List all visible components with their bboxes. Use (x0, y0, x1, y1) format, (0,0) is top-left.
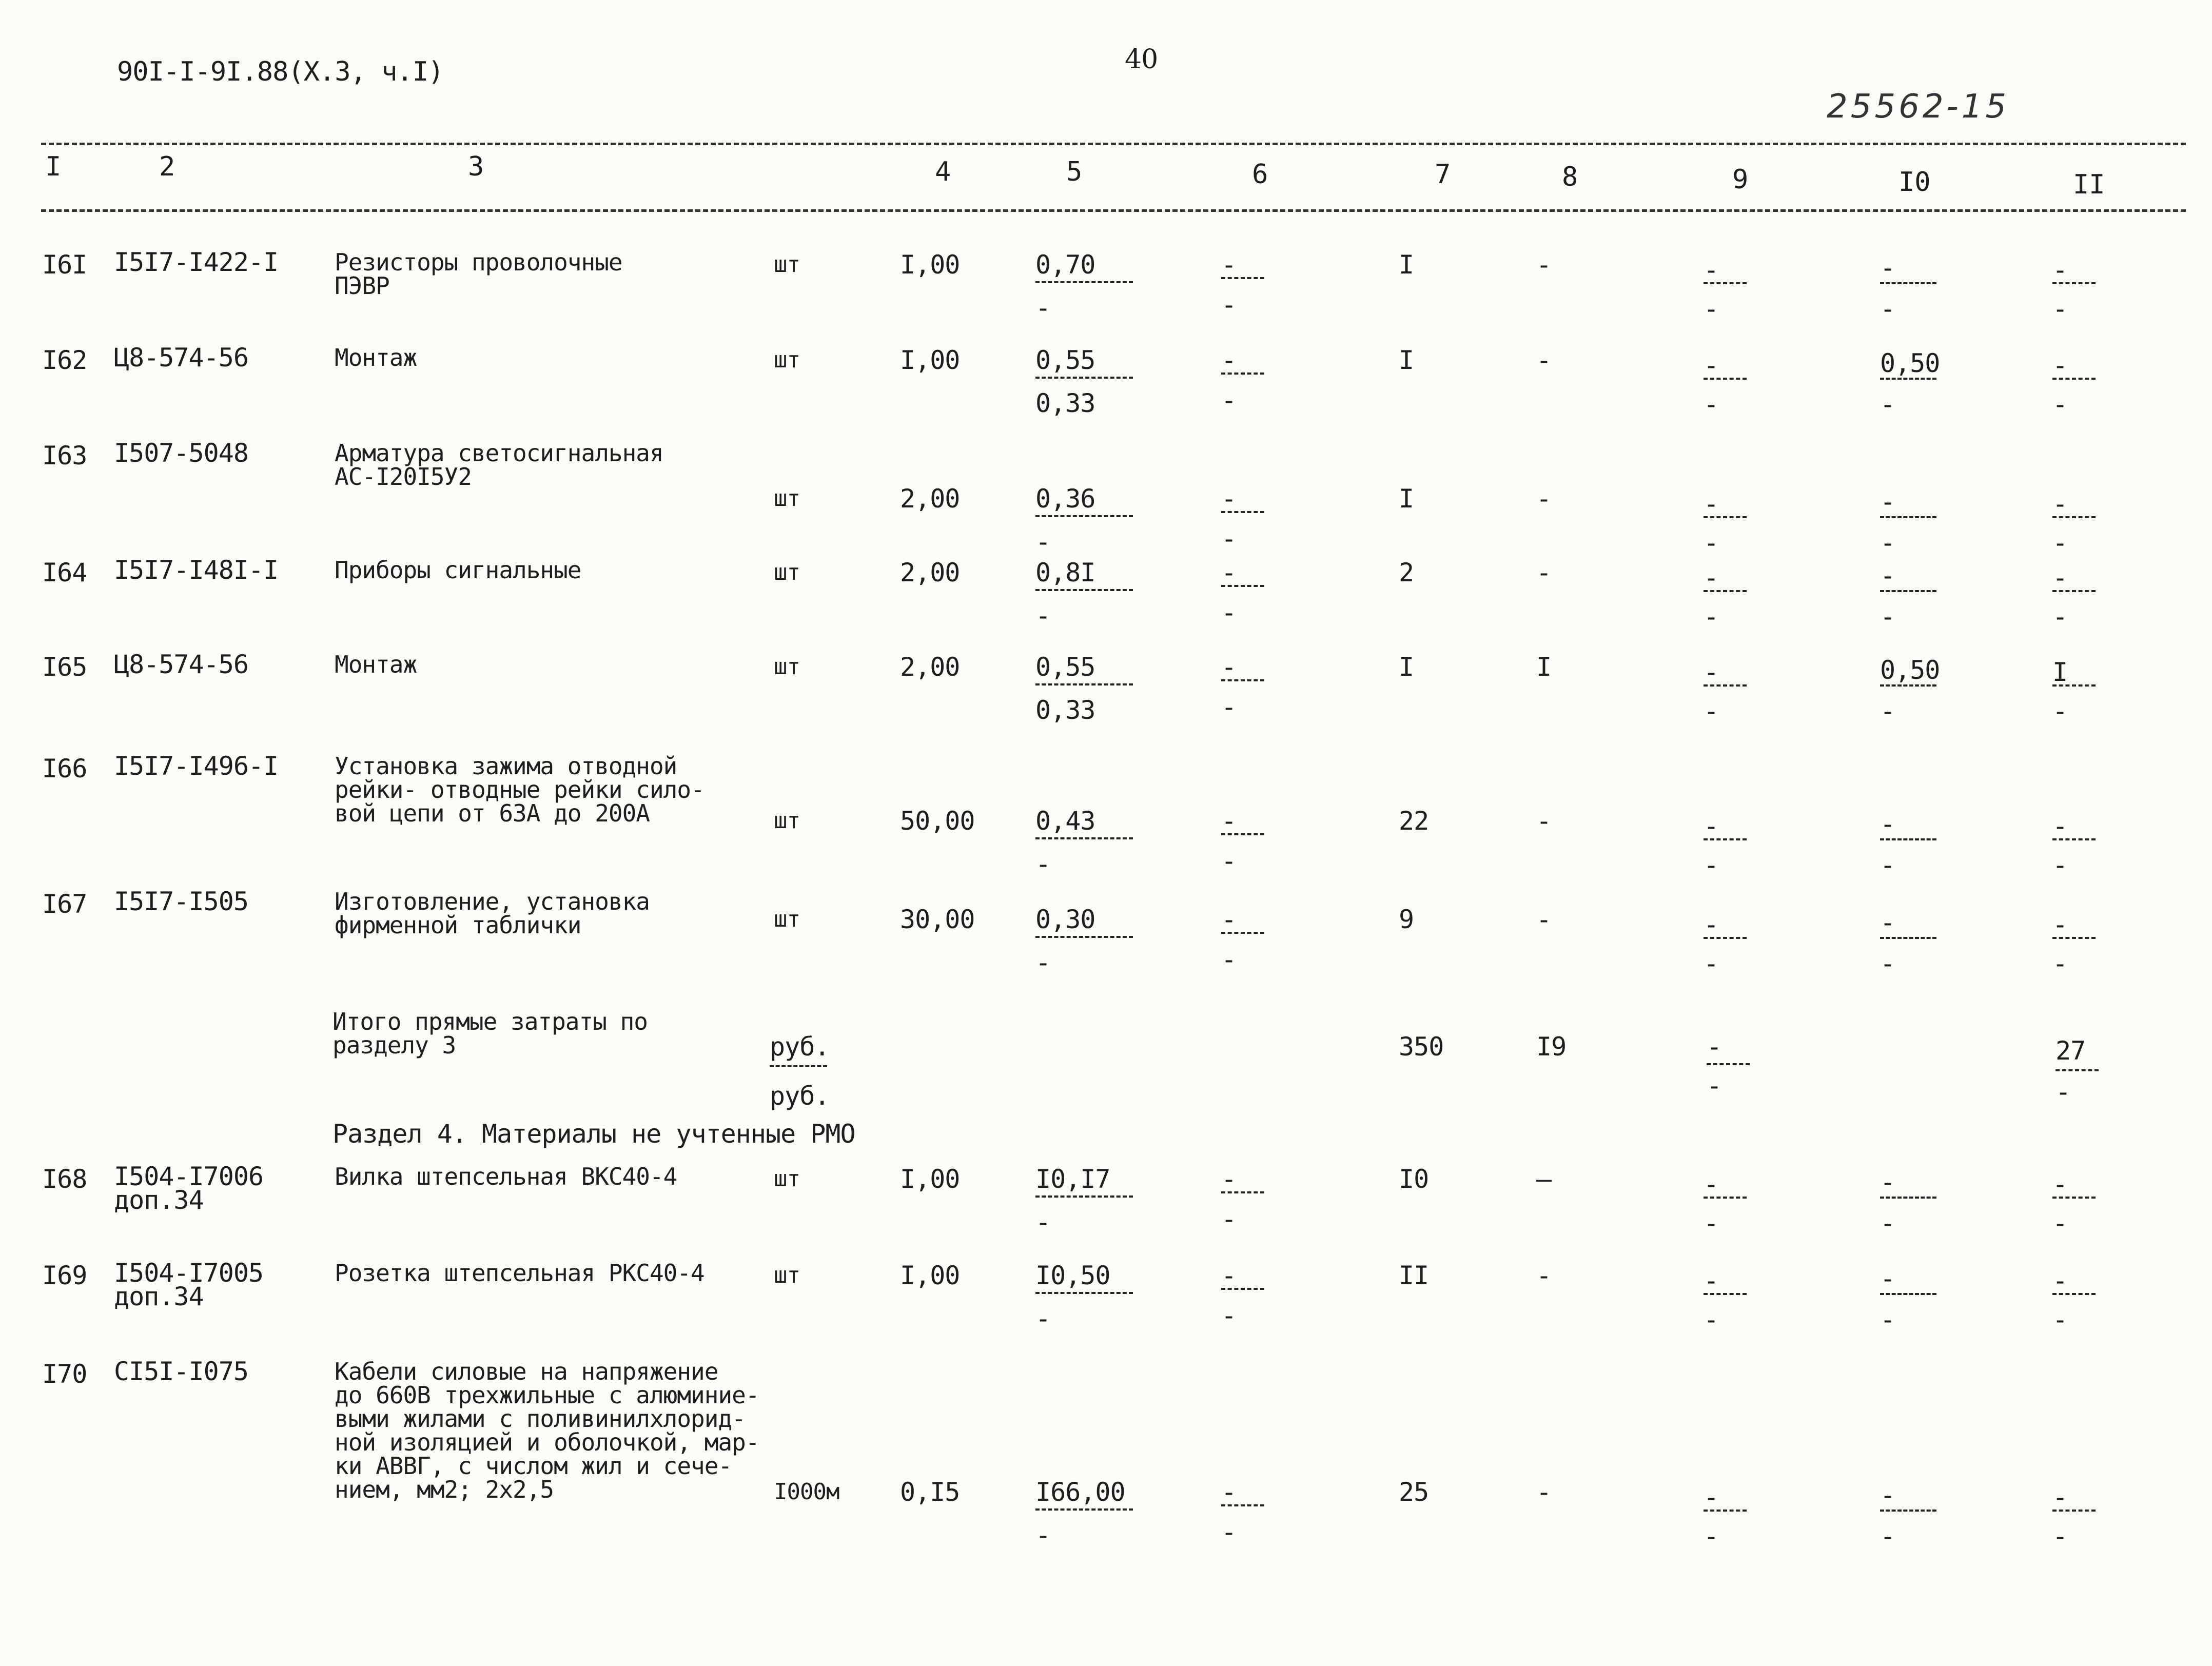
quantity: 2,00 (900, 558, 960, 587)
c10-numerator: - (1880, 1480, 1895, 1510)
c9-denominator: - (1704, 696, 1719, 726)
item-description: Вилка штепсельная ВКС40-4 (335, 1163, 677, 1190)
header-rule-top (41, 143, 2186, 145)
unit: шт (774, 485, 800, 512)
fraction-line (1035, 281, 1133, 283)
c9-numerator: - (1704, 811, 1719, 841)
c9-numerator: - (1704, 1169, 1719, 1199)
fraction-line (2052, 1197, 2096, 1199)
c9-numerator: - (1704, 255, 1719, 285)
c10-numerator: - (1880, 908, 1895, 937)
quantity: 30,00 (900, 905, 975, 934)
fraction-line (1880, 282, 1936, 284)
total-col9-den: - (1707, 1071, 1722, 1101)
col7-value: I0 (1399, 1164, 1429, 1194)
c5-numerator: 0,43 (1035, 806, 1095, 836)
quantity: 0,I5 (900, 1477, 960, 1507)
c11-numerator: - (2052, 255, 2068, 285)
col8-value: - (1536, 1261, 1552, 1290)
unit: шт (774, 251, 800, 278)
fraction-line (1221, 1191, 1264, 1193)
c10-denominator: - (1880, 294, 1895, 324)
c5-denominator: - (1035, 601, 1051, 631)
quantity: 50,00 (900, 806, 975, 836)
c11-denominator: - (2052, 949, 2068, 978)
c6-denominator: - (1221, 290, 1237, 320)
col8-value: - (1536, 806, 1552, 836)
c11-denominator: - (2052, 389, 2068, 419)
c6-denominator: - (1221, 692, 1237, 722)
c10-numerator: - (1880, 561, 1895, 591)
c6-denominator: - (1221, 1204, 1237, 1234)
fraction-line (1221, 833, 1264, 835)
col-header-8: 8 (1562, 162, 1578, 192)
c5-numerator: 0,55 (1035, 652, 1095, 682)
col-header-4: 4 (935, 156, 951, 187)
c11-numerator: - (2052, 1482, 2068, 1512)
unit: шт (774, 808, 800, 834)
c11-denominator: - (2052, 1521, 2068, 1551)
unit: шт (774, 906, 800, 932)
total-label: Итого прямые затраты по разделу 3 (332, 1008, 648, 1059)
row-number: I6I (42, 250, 87, 280)
c9-denominator: - (1704, 1208, 1719, 1238)
c6-numerator: - (1221, 250, 1237, 280)
c5-denominator: - (1035, 1520, 1051, 1550)
fraction-line (1704, 838, 1747, 840)
c11-numerator: - (2052, 489, 2068, 519)
unit: шт (774, 1166, 800, 1192)
row-number: I65 (42, 652, 87, 682)
c10-numerator: - (1880, 253, 1895, 283)
c5-denominator: - (1035, 948, 1051, 977)
c5-numerator: 0,70 (1035, 250, 1095, 280)
c9-denominator: - (1704, 528, 1719, 558)
c9-denominator: - (1704, 602, 1719, 632)
c6-numerator: - (1221, 652, 1237, 682)
col8-value: – (1536, 1164, 1552, 1194)
fraction-line (1221, 679, 1264, 681)
c9-numerator: - (1704, 563, 1719, 593)
total-col11-den: - (2056, 1077, 2071, 1107)
c10-numerator: - (1880, 1167, 1895, 1197)
c6-numerator: - (1221, 345, 1237, 375)
c6-numerator: - (1221, 905, 1237, 934)
c11-numerator: - (2052, 563, 2068, 593)
catalog-code: I5I7-I496-I (114, 751, 279, 781)
catalog-code: Ц8-574-56 (114, 650, 248, 679)
item-description: Розетка штепсельная РКС40-4 (335, 1259, 704, 1287)
c5-denominator: 0,33 (1035, 695, 1095, 725)
c6-denominator: - (1221, 385, 1237, 415)
c6-denominator: - (1221, 598, 1237, 628)
fraction-line (1704, 684, 1747, 687)
col8-value: - (1536, 1477, 1552, 1507)
col-header-1: I (45, 151, 62, 182)
fraction-line (1035, 1292, 1133, 1294)
c10-denominator: - (1880, 528, 1895, 558)
item-description: Приборы сигнальные (335, 556, 581, 584)
fraction-line (2052, 684, 2096, 687)
total-col8: I9 (1536, 1032, 1567, 1062)
c6-denominator: - (1221, 1301, 1237, 1330)
fraction-line (1880, 1197, 1936, 1199)
c5-denominator: 0,33 (1035, 388, 1095, 418)
row-number: I66 (42, 754, 87, 783)
section-title: Раздел 4. Материалы не учтенные РМО (332, 1119, 855, 1149)
fraction-line (2052, 516, 2096, 518)
col-header-3: 3 (468, 151, 484, 182)
c5-numerator: 0,8I (1035, 558, 1095, 587)
archive-stamp: 25562-15 (1827, 88, 2010, 126)
fraction-line (1704, 1197, 1747, 1199)
fraction-line (1035, 1195, 1133, 1198)
c11-denominator: - (2052, 1208, 2068, 1238)
catalog-code: Ц8-574-56 (114, 343, 248, 373)
c5-numerator: 0,55 (1035, 345, 1095, 375)
catalog-code: I504-I7006 доп.34 (114, 1162, 264, 1215)
fraction-line (1035, 377, 1133, 379)
col8-value: - (1536, 250, 1552, 280)
col-header-6: 6 (1252, 159, 1268, 190)
c9-numerator: - (1704, 1266, 1719, 1296)
c11-denominator: - (2052, 696, 2068, 726)
c10-numerator: 0,50 (1880, 655, 1940, 685)
c9-denominator: - (1704, 850, 1719, 880)
c9-denominator: - (1704, 389, 1719, 419)
c5-denominator: - (1035, 527, 1051, 557)
quantity: 2,00 (900, 484, 960, 514)
c10-denominator: - (1880, 602, 1895, 632)
total-col11-num: 27 (2056, 1036, 2086, 1066)
c5-denominator: - (1035, 1304, 1051, 1334)
c10-denominator: - (1880, 850, 1895, 880)
row-number: I64 (42, 558, 87, 587)
fraction-line (1704, 590, 1747, 592)
c9-numerator: - (1704, 489, 1719, 519)
item-description: Резисторы проволочные ПЭВР (335, 248, 622, 300)
c5-numerator: I0,50 (1035, 1261, 1110, 1290)
quantity: I,00 (900, 1261, 960, 1290)
quantity: I,00 (900, 250, 960, 280)
c9-denominator: - (1704, 294, 1719, 324)
fraction-line (2052, 1293, 2096, 1295)
fraction-line (1880, 684, 1936, 687)
catalog-code: I504-I7005 доп.34 (114, 1258, 264, 1311)
total-col7: 350 (1399, 1032, 1444, 1062)
c5-numerator: 0,36 (1035, 484, 1095, 514)
col7-value: II (1399, 1261, 1429, 1290)
c6-numerator: - (1221, 1164, 1237, 1194)
col7-value: 25 (1399, 1477, 1429, 1507)
total-unit-num: руб. (770, 1032, 830, 1062)
fraction-line (1035, 683, 1133, 685)
c5-denominator: - (1035, 849, 1051, 879)
c11-denominator: - (2052, 602, 2068, 632)
fraction-line (2052, 378, 2096, 380)
c9-numerator: - (1704, 1482, 1719, 1512)
header-rule-bottom (41, 209, 2186, 212)
row-number: I69 (42, 1261, 87, 1290)
c9-numerator: - (1704, 657, 1719, 687)
row-number: I63 (42, 441, 87, 471)
col7-value: 9 (1399, 905, 1414, 934)
fraction-line (1880, 838, 1936, 840)
total-col9-num: - (1707, 1032, 1722, 1062)
col8-value: - (1536, 345, 1552, 375)
c10-denominator: - (1880, 949, 1895, 978)
fraction-line (2052, 838, 2096, 840)
document-code: 90I-I-9I.88(X.3, ч.I) (117, 56, 444, 87)
item-description: Кабели силовые на напряжение до 660В трехжильные с алюминие- выми жилами с поливинилхлорид- ной изоляцией и оболочкой, мар- ки АВВГ, с числом жил и сече- нием, мм2; 2х2,5 (335, 1358, 759, 1503)
col8-value: - (1536, 484, 1552, 514)
col8-value: - (1536, 905, 1552, 934)
catalog-code: I5I7-I505 (114, 887, 248, 916)
item-description: Монтаж (335, 344, 417, 371)
col-header-11: II (2073, 169, 2105, 200)
col7-value: I (1399, 250, 1414, 280)
c11-numerator: - (2052, 1169, 2068, 1199)
c6-denominator: - (1221, 524, 1237, 554)
c10-denominator: - (1880, 696, 1895, 726)
fraction-line (1880, 590, 1936, 592)
col8-value: I (1536, 652, 1552, 682)
unit: шт (774, 1262, 800, 1288)
catalog-code: I5I7-I48I-I (114, 555, 279, 585)
c11-denominator: - (2052, 1305, 2068, 1335)
fraction-line (1880, 516, 1936, 518)
fraction-line (1704, 1510, 1747, 1512)
fraction-line (1221, 932, 1264, 934)
c6-numerator: - (1221, 558, 1237, 587)
col8-value: - (1536, 558, 1552, 587)
c5-numerator: 0,30 (1035, 905, 1095, 934)
fraction-line (1035, 936, 1133, 938)
c11-numerator: I (2052, 657, 2068, 687)
fraction-line (1704, 516, 1747, 518)
c6-numerator: - (1221, 1477, 1237, 1507)
c9-numerator: - (1704, 350, 1719, 380)
c6-denominator: - (1221, 846, 1237, 876)
c11-denominator: - (2052, 528, 2068, 558)
c6-denominator: - (1221, 945, 1237, 974)
c9-denominator: - (1704, 949, 1719, 978)
fraction-line (1880, 378, 1936, 380)
c10-numerator: 0,50 (1880, 348, 1940, 378)
c6-numerator: - (1221, 806, 1237, 836)
row-number: I70 (42, 1359, 87, 1389)
catalog-code: СI5I-I075 (114, 1357, 248, 1386)
c11-numerator: - (2052, 350, 2068, 380)
c10-denominator: - (1880, 389, 1895, 419)
fraction-line (1880, 1510, 1936, 1512)
col7-value: I (1399, 345, 1414, 375)
unit: шт (774, 559, 800, 585)
c9-numerator: - (1704, 910, 1719, 939)
col-header-5: 5 (1066, 156, 1083, 187)
c11-denominator: - (2052, 850, 2068, 880)
c9-denominator: - (1704, 1521, 1719, 1551)
item-description: Установка зажима отводной рейки- отводные рейки сило- вой цепи от 63А до 200А (335, 752, 704, 827)
total-unit-den: руб. (770, 1081, 830, 1111)
col-header-9: 9 (1732, 164, 1749, 195)
fraction-line (2052, 937, 2096, 939)
item-description: Изготовление, установка фирменной таблички (335, 888, 650, 939)
c10-denominator: - (1880, 1521, 1895, 1551)
item-description: Монтаж (335, 651, 417, 678)
fraction-line (2052, 590, 2096, 592)
c10-denominator: - (1880, 1208, 1895, 1238)
fraction-line (1704, 378, 1747, 380)
col7-value: I (1399, 652, 1414, 682)
quantity: I,00 (900, 345, 960, 375)
fraction-line (1221, 1288, 1264, 1290)
row-number: I67 (42, 889, 87, 919)
c10-numerator: - (1880, 1264, 1895, 1293)
c5-denominator: - (1035, 293, 1051, 323)
c11-numerator: - (2052, 811, 2068, 841)
col-header-10: I0 (1898, 167, 1931, 198)
col7-value: 2 (1399, 558, 1414, 587)
catalog-code: I507-5048 (114, 438, 248, 468)
fraction-line (1880, 1293, 1936, 1295)
unit: шт (774, 347, 800, 373)
c10-numerator: - (1880, 809, 1895, 839)
row-number: I62 (42, 345, 87, 375)
c5-denominator: - (1035, 1207, 1051, 1237)
row-number: I68 (42, 1164, 87, 1194)
fraction-line (1035, 837, 1133, 839)
fraction-line (1704, 282, 1747, 284)
col7-value: 22 (1399, 806, 1429, 836)
unit: I000м (774, 1479, 839, 1505)
fraction-line (2052, 1510, 2096, 1512)
fraction-line (1707, 1063, 1750, 1065)
fraction-line (1221, 373, 1264, 375)
catalog-code: I5I7-I422-I (114, 247, 279, 277)
page-number: 40 (1125, 44, 1158, 75)
fraction-line (770, 1065, 827, 1067)
fraction-line (1880, 937, 1936, 939)
c9-denominator: - (1704, 1305, 1719, 1335)
fraction-line (1704, 1293, 1747, 1295)
fraction-line (1035, 589, 1133, 591)
col-header-7: 7 (1435, 159, 1451, 190)
c6-numerator: - (1221, 1261, 1237, 1290)
c10-numerator: - (1880, 487, 1895, 517)
quantity: I,00 (900, 1164, 960, 1194)
fraction-line (1035, 1508, 1133, 1511)
col7-value: I (1399, 484, 1414, 514)
fraction-line (1221, 1504, 1264, 1506)
fraction-line (1221, 585, 1264, 587)
item-description: Арматура светосигнальная АС-I20I5У2 (335, 439, 663, 491)
fraction-line (1221, 511, 1264, 513)
col-header-2: 2 (159, 151, 175, 182)
c11-numerator: - (2052, 910, 2068, 939)
c10-denominator: - (1880, 1305, 1895, 1335)
quantity: 2,00 (900, 652, 960, 682)
c6-denominator: - (1221, 1517, 1237, 1547)
fraction-line (1035, 515, 1133, 517)
fraction-line (1221, 277, 1264, 279)
c5-numerator: I0,I7 (1035, 1164, 1110, 1194)
c6-numerator: - (1221, 484, 1237, 514)
c11-numerator: - (2052, 1266, 2068, 1296)
fraction-line (1704, 937, 1747, 939)
c11-denominator: - (2052, 294, 2068, 324)
unit: шт (774, 654, 800, 680)
c5-numerator: I66,00 (1035, 1477, 1125, 1507)
fraction-line (2056, 1069, 2099, 1071)
fraction-line (2052, 282, 2096, 284)
